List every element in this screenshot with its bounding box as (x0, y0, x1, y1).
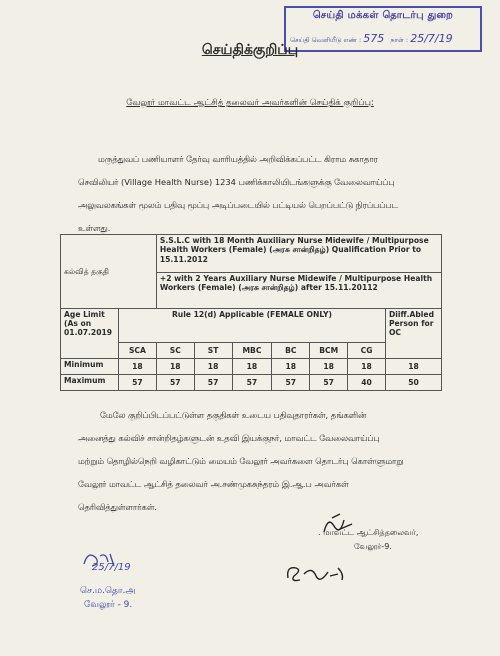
office-seal (70, 548, 180, 618)
table-cell: 57 (118, 375, 156, 391)
closing-paragraph (78, 404, 468, 519)
closing-line: மேலே குறிப்பிடப்பட்டுள்ள தகுதிகள் உடைய பதிவுதாரர்கள், தங்களின் (100, 410, 366, 420)
rule-label: Rule 12(d) Applicable (FEMALE ONLY) (171, 310, 332, 319)
signature-designation: . மாவட்ட ஆட்சித்தலைவர், (318, 528, 419, 537)
age-limit-cell (61, 309, 119, 359)
stamp-date-value: 25/7/19 (410, 32, 453, 45)
signature-handwritten (282, 560, 352, 588)
intro-line: அலுவலகங்கள் மூலம் பதிவு மூப்பு அடிப்படையில் பட்டியல் பெறப்பட்டு நிரப்பப்பட (78, 200, 399, 210)
table-row (61, 375, 442, 391)
table-cell: 18 (118, 359, 156, 375)
education-label-cell (61, 235, 157, 309)
column-header: ST (194, 343, 232, 359)
table-cell: 18 (194, 359, 232, 375)
column-header: CG (348, 343, 386, 359)
table-cell: 50 (385, 375, 441, 391)
table-cell: 18 (348, 359, 386, 375)
closing-line: மற்றும் தொழில்நெறி வழிகாட்டும் மையம் வேலூர் அவர்களை தொடர்பு கொள்ளுமாறு (78, 456, 404, 466)
table-cell: 57 (272, 375, 310, 391)
table-cell: 57 (156, 375, 194, 391)
page-title: செய்திக்குறிப்பு (201, 42, 299, 58)
stamp-number-value: 575 (363, 32, 385, 45)
intro-paragraph (78, 148, 458, 240)
table-cell: 18 (272, 359, 310, 375)
table-cell: 18 (232, 359, 272, 375)
table-cell: 18 (385, 359, 441, 375)
qualification-2: +2 with 2 Years Auxiliary Nurse Midewife / Multipurpose Health Workers (Female) (அரசு சான்றிதழ்) after 15.11.20112 (159, 274, 433, 292)
qualification-1: S.S.L.C with 18 Month Auxiliary Nurse Midewife / Multipurpose Health Workers (Female) (அரசு சான்றிதழ்) Qualification Prior to 15.11.2012 (159, 236, 429, 264)
table-cell: 40 (348, 375, 386, 391)
stamp-date-label: நாள் : (390, 36, 409, 44)
column-header: BCM (310, 343, 348, 359)
seal-date: 25/7/19 (92, 562, 131, 573)
rule-cell (118, 309, 385, 343)
qualification-1-cell (156, 235, 441, 273)
closing-line: வேலூர் மாவட்ட ஆட்சித் தலைவர் அ.சண்முகசுந்தரம் இ.ஆ.ப அவர்கள் (78, 479, 349, 489)
table-cell: 57 (232, 375, 272, 391)
seal-place: வேலூர் - 9. (84, 600, 133, 610)
eligibility-table (60, 234, 442, 391)
table-cell: 57 (310, 375, 348, 391)
diff-abled-cell (385, 309, 441, 359)
page-subtitle: வேலூர் மாவட்ட ஆட்சித் தலைவர் அவர்களின் செய்திக் குறிப்பு: (126, 98, 374, 108)
signature-place: வேலூர்-9. (354, 542, 392, 551)
stamp-title: செய்தி மக்கள் தொடர்பு துறை (312, 10, 454, 21)
intro-line: உள்ளது. (78, 223, 111, 233)
table-row (61, 359, 442, 375)
row-label: Minimum (61, 359, 119, 375)
table-cell: 18 (156, 359, 194, 375)
intro-line: மருத்துவப் பணியாளர் தேர்வு வாரியத்தில் அறிவிக்கப்பட்ட கிராம சுகாதார (98, 154, 378, 164)
table-cell: 18 (310, 359, 348, 375)
column-header: MBC (232, 343, 272, 359)
diff-abled-label: Diiff.Abled Person for OC (388, 310, 435, 337)
stamp-number-label: செய்தி வெளியீடு எண் : (290, 36, 362, 44)
table-cell: 57 (194, 375, 232, 391)
column-header: BC (272, 343, 310, 359)
age-limit-label: Age Limit (As on 01.07.2019 (64, 310, 113, 337)
column-header: SC (156, 343, 194, 359)
education-label: கல்வித் தகுதி (64, 266, 110, 276)
closing-line: தெரிவித்துள்ளார்கள். (78, 502, 157, 512)
qualification-2-cell (156, 273, 441, 309)
seal-office: செ.ம.தொ.அ (80, 586, 136, 596)
column-header: SCA (118, 343, 156, 359)
row-label: Maximum (61, 375, 119, 391)
signature-block (318, 528, 418, 552)
closing-line: அனைத்து கல்விச் சான்றிதழ்களுடன் உதவி இயக்குநர், மாவட்ட வேலைவாய்ப்பு (78, 433, 380, 443)
intro-line: செவிலியர் (Village Health Nurse) 1234 பணிக்காலியிடங்களுக்கு வேலைவாய்ப்பு (78, 177, 395, 187)
